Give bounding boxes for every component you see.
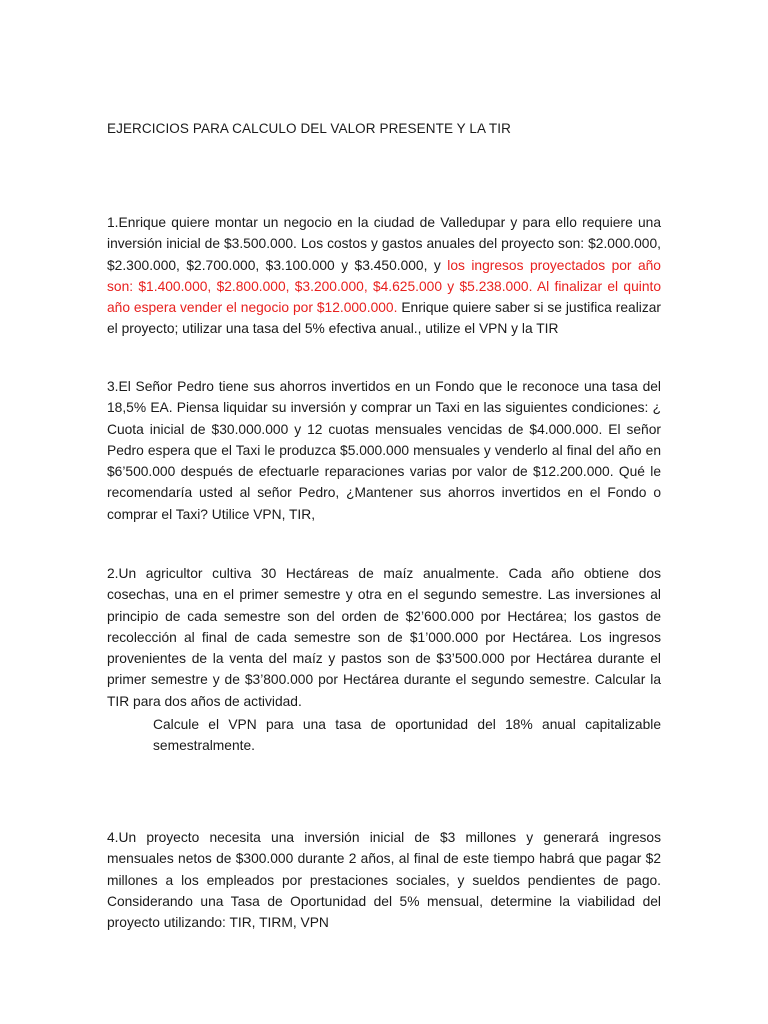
exercise-4-paragraph: 4.Un proyecto necesita una inversión inicial de $3 millones y generará ingresos mensuales netos de $300.000 durante 2 años, al final de este tiempo habrá que pagar $2 millones a los empleados por prestaciones sociales, y sueldos pendientes de pago. Considerando una Tasa de Oportunidad del 5% mensual, determine la viabilidad del proyecto utilizando: TIR, TIRM, VPN [107, 830, 661, 931]
exercise-1-text-after: Enrique quiere saber si se justifica realizar el proyecto; utilizar una tasa del 5% efectiva anual., utilize el VPN y la TIR [107, 300, 661, 337]
exercise-1-paragraph [107, 212, 661, 340]
exercise-3-paragraph: 3.El Señor Pedro tiene sus ahorros invertidos en un Fondo que le reconoce una tasa del 18,5% EA. Piensa liquidar su inversión y comprar un Taxi en las siguientes condiciones: ¿ Cuota inicial de $30.000.000 y 12 cuotas mensuales vencidas de $4.000.000. El señor Pedro espera que el Taxi le produzca $5.000.000 mensuales y venderlo al final del año en $6’500.000 después de efectuarle reparaciones varias por valor de $12.200.000. Qué le recomendaría usted al señor Pedro, ¿Mantener sus ahorros invertidos en el Fondo o comprar el Taxi? Utilice VPN, TIR, [107, 379, 661, 522]
exercise-1-text-before: 1.Enrique quiere montar un negocio en la ciudad de Valledupar y para ello requiere una inversión inicial de $3.500.000. Los costos y gastos anuales del proyecto son: $2.000.000, $2.300.000, $2.700.000, $3.100.000 y $3.450.000, y [107, 215, 661, 273]
exercise-2-paragraph: 2.Un agricultor cultiva 30 Hectáreas de maíz anualmente. Cada año obtiene dos cosechas, una en el primer semestre y otra en el segundo semestre. Las inversiones al principio de cada semestre son del orden de $2’600.000 por Hectárea; los gastos de recolección al final de cada semestre son de $1’000.000 por Hectárea. Los ingresos provenientes de la venta del maíz y pastos son de $3’500.000 por Hectárea durante el primer semestre y de $3’800.000 por Hectárea durante el segundo semestre. Calcular la TIR para dos años de actividad. [107, 566, 661, 709]
exercise-1-highlighted-text: los ingresos proyectados por año son: $1.400.000, $2.800.000, $3.200.000, $4.625.000 y $5.238.000. Al finalizar el quinto año espera vender el negocio por $12.000.000. [107, 257, 661, 316]
exercise-2-subparagraph: Calcule el VPN para una tasa de oportunidad del 18% anual capitalizable semestralmente. [153, 717, 661, 754]
document-title: EJERCICIOS PARA CALCULO DEL VALOR PRESENTE Y LA TIR [107, 121, 511, 136]
